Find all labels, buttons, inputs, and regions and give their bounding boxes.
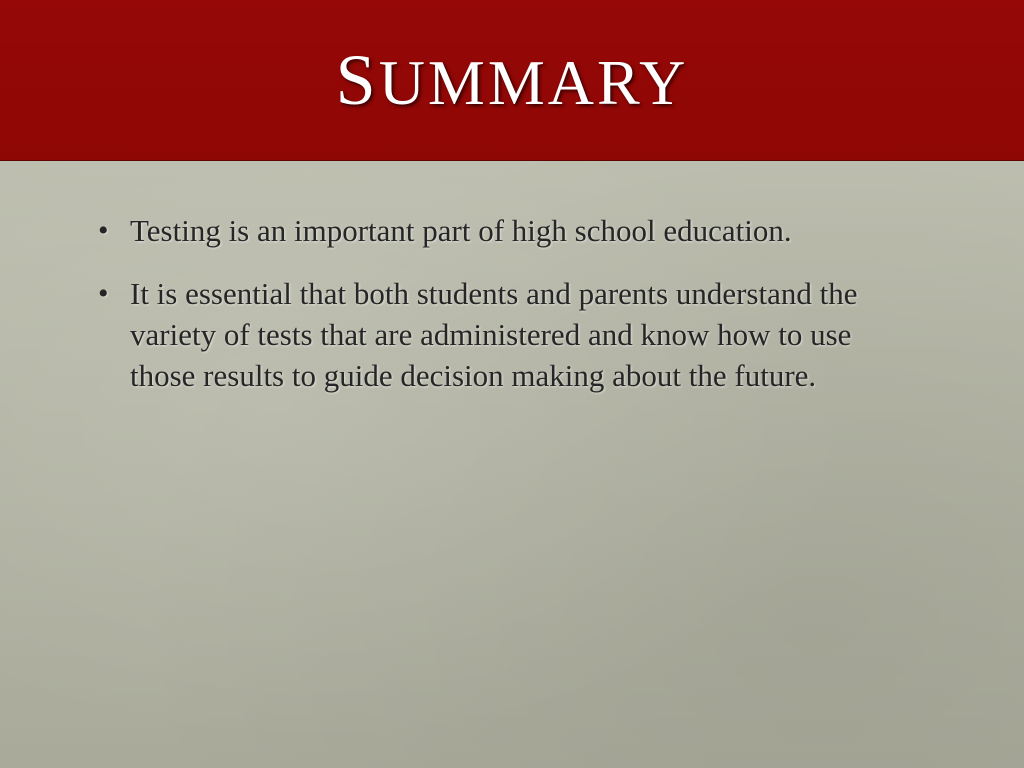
- bullet-icon: •: [98, 214, 109, 247]
- bullet-text: It is essential that both students and parents understand the variety of tests that are administered and know how to use those results to guide decision making about the future.: [130, 276, 858, 393]
- bullet-list: [98, 210, 918, 418]
- slide-title: [0, 40, 1024, 123]
- bullet-icon: •: [98, 277, 109, 310]
- bullet-text: Testing is an important part of high school education.: [130, 213, 792, 248]
- slide-title-rest: UMMARY: [378, 47, 689, 118]
- slide-title-initial: S: [335, 40, 379, 120]
- bullet-item: [98, 273, 918, 396]
- title-bar: [0, 0, 1024, 161]
- bullet-item: [98, 210, 918, 251]
